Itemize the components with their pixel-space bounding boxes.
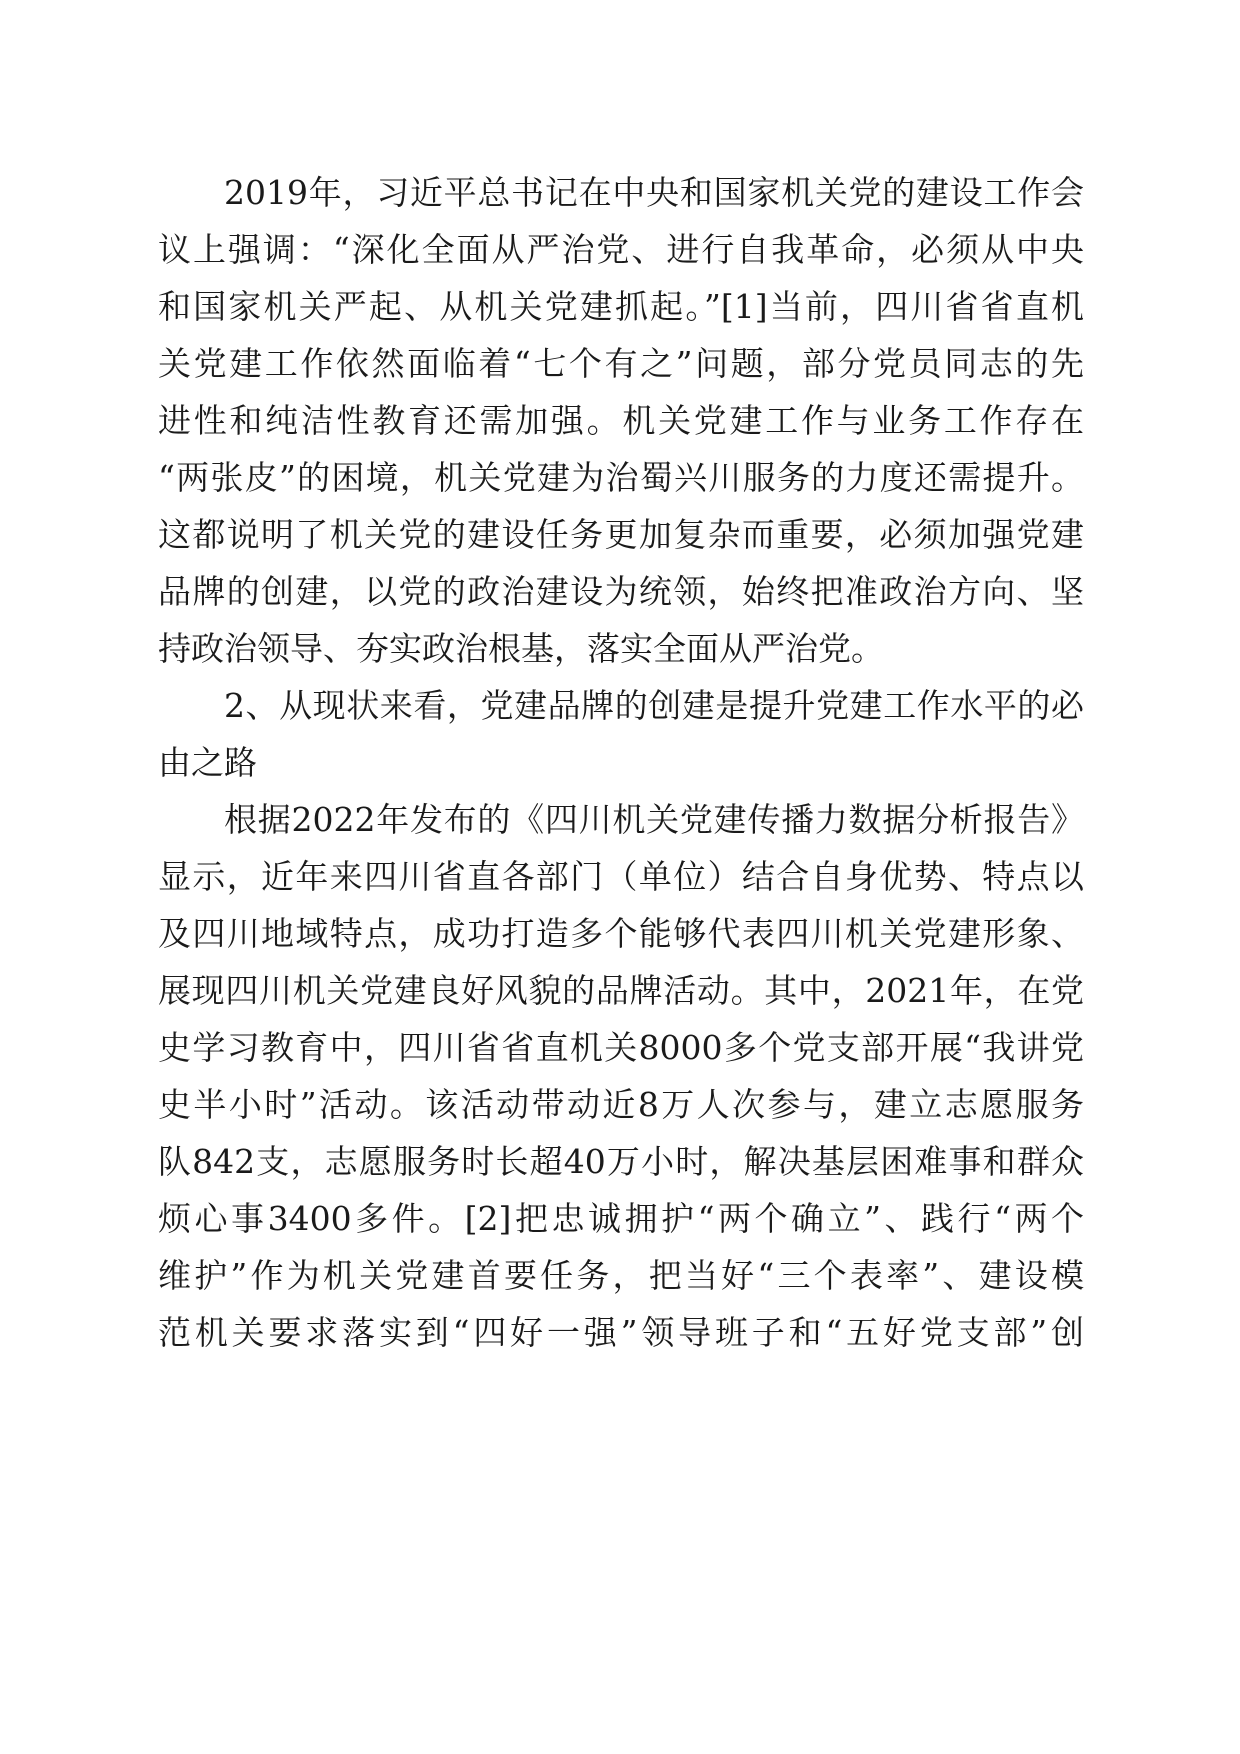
paragraph-1-line-8: 品牌的创建，以党的政治建设为统领，始终把准政治方向、坚 — [158, 572, 1084, 611]
paragraph-2-line-9: 维护”作为机关党建首要任务，把当好“三个表率”、建设模 — [158, 1256, 1084, 1295]
paragraph-2-line-3: 及四川地域特点，成功打造多个能够代表四川机关党建形象、 — [158, 914, 1084, 953]
paragraph-2-line-4: 展现四川机关党建良好风貌的品牌活动。其中，2021年，在党 — [158, 971, 1084, 1010]
section-heading-line-1: 2、从现状来看，党建品牌的创建是提升党建工作水平的必 — [224, 686, 1084, 725]
paragraph-2-line-5: 史学习教育中，四川省省直机关8000多个党支部开展“我讲党 — [158, 1028, 1084, 1067]
paragraph-2-line-2: 显示，近年来四川省直各部门（单位）结合自身优势、特点以 — [158, 857, 1084, 896]
paragraph-2-line-1: 根据2022年发布的《四川机关党建传播力数据分析报告》 — [224, 800, 1084, 839]
paragraph-1-line-6: “两张皮”的困境，机关党建为治蜀兴川服务的力度还需提升。 — [158, 458, 1084, 497]
paragraph-2-line-7: 队842支，志愿服务时长超40万小时，解决基层困难事和群众 — [158, 1142, 1084, 1181]
paragraph-1-line-3: 和国家机关严起、从机关党建抓起。”[1]当前，四川省省直机 — [158, 287, 1084, 326]
paragraph-1-line-2: 议上强调：“深化全面从严治党、进行自我革命，必须从中央 — [158, 230, 1084, 269]
paragraph-1-line-1: 2019年，习近平总书记在中央和国家机关党的建设工作会 — [224, 173, 1084, 212]
paragraph-1-line-7: 这都说明了机关党的建设任务更加复杂而重要，必须加强党建 — [158, 515, 1084, 554]
paragraph-1-line-5: 进性和纯洁性教育还需加强。机关党建工作与业务工作存在 — [158, 401, 1084, 440]
paragraph-2-line-8: 烦心事3400多件。[2]把忠诚拥护“两个确立”、践行“两个 — [158, 1199, 1084, 1238]
paragraph-1-line-4: 关党建工作依然面临着“七个有之”问题，部分党员同志的先 — [158, 344, 1084, 383]
paragraph-1-line-9: 持政治领导、夯实政治根基，落实全面从严治党。 — [158, 629, 884, 668]
paragraph-2-line-10: 范机关要求落实到“四好一强”领导班子和“五好党支部”创 — [158, 1313, 1084, 1352]
section-heading-line-2: 由之路 — [158, 743, 257, 782]
paragraph-2-line-6: 史半小时”活动。该活动带动近8万人次参与，建立志愿服务 — [158, 1085, 1084, 1124]
